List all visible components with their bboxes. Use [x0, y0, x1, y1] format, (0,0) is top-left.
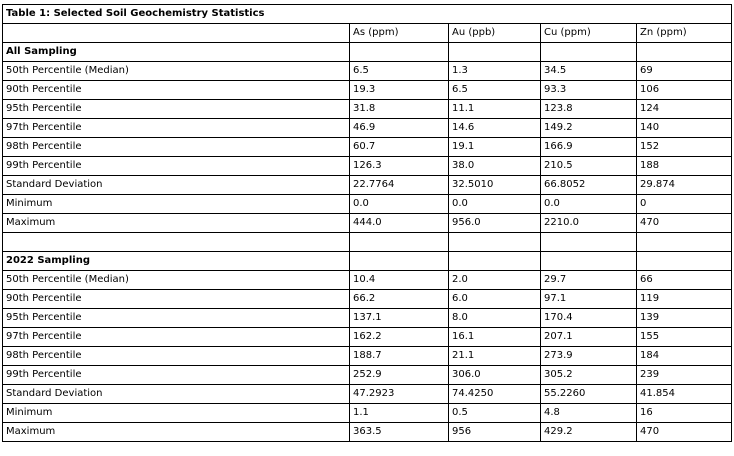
table-row [3, 271, 732, 290]
empty-cell [637, 233, 732, 252]
zn-value: 155 [637, 328, 732, 347]
table-row [3, 404, 732, 423]
cu-value: 149.2 [541, 119, 637, 138]
empty-cell [637, 252, 732, 271]
zn-value: 0 [637, 195, 732, 214]
as-value: 60.7 [350, 138, 449, 157]
as-value: 363.5 [350, 423, 449, 442]
as-value: 126.3 [350, 157, 449, 176]
au-value: 6.0 [449, 290, 541, 309]
au-value: 0.5 [449, 404, 541, 423]
zn-value: 184 [637, 347, 732, 366]
cu-value: 55.2260 [541, 385, 637, 404]
zn-value: 188 [637, 157, 732, 176]
table-row [3, 347, 732, 366]
empty-cell [449, 233, 541, 252]
zn-value: 41.854 [637, 385, 732, 404]
cu-value: 0.0 [541, 195, 637, 214]
soil-geochemistry-table [2, 4, 732, 442]
table-row [3, 195, 732, 214]
as-value: 188.7 [350, 347, 449, 366]
zn-value: 29.874 [637, 176, 732, 195]
section-heading-row [3, 43, 732, 62]
table-row [3, 309, 732, 328]
section-heading-row [3, 252, 732, 271]
column-header-as: As (ppm) [350, 24, 449, 43]
table-row [3, 100, 732, 119]
column-header-au: Au (ppb) [449, 24, 541, 43]
cu-value: 4.8 [541, 404, 637, 423]
cu-value: 210.5 [541, 157, 637, 176]
table-row [3, 176, 732, 195]
as-value: 31.8 [350, 100, 449, 119]
cu-value: 97.1 [541, 290, 637, 309]
au-value: 2.0 [449, 271, 541, 290]
row-label: 97th Percentile [3, 328, 350, 347]
column-header-row [3, 24, 732, 43]
as-value: 10.4 [350, 271, 449, 290]
as-value: 6.5 [350, 62, 449, 81]
table-row [3, 81, 732, 100]
cu-value: 429.2 [541, 423, 637, 442]
zn-value: 119 [637, 290, 732, 309]
au-value: 32.5010 [449, 176, 541, 195]
row-label: 50th Percentile (Median) [3, 62, 350, 81]
table-row [3, 214, 732, 233]
au-value: 21.1 [449, 347, 541, 366]
as-value: 137.1 [350, 309, 449, 328]
as-value: 46.9 [350, 119, 449, 138]
row-label: 98th Percentile [3, 138, 350, 157]
table-row [3, 328, 732, 347]
au-value: 1.3 [449, 62, 541, 81]
au-value: 8.0 [449, 309, 541, 328]
zn-value: 106 [637, 81, 732, 100]
row-label: 99th Percentile [3, 366, 350, 385]
zn-value: 66 [637, 271, 732, 290]
as-value: 252.9 [350, 366, 449, 385]
column-header-label [3, 24, 350, 43]
row-label: 99th Percentile [3, 157, 350, 176]
row-label: Maximum [3, 214, 350, 233]
cu-value: 166.9 [541, 138, 637, 157]
au-value: 956.0 [449, 214, 541, 233]
table-row [3, 119, 732, 138]
empty-cell [541, 252, 637, 271]
au-value: 14.6 [449, 119, 541, 138]
as-value: 1.1 [350, 404, 449, 423]
cu-value: 123.8 [541, 100, 637, 119]
column-header-zn: Zn (ppm) [637, 24, 732, 43]
au-value: 11.1 [449, 100, 541, 119]
row-label: Standard Deviation [3, 176, 350, 195]
zn-value: 239 [637, 366, 732, 385]
row-label: Standard Deviation [3, 385, 350, 404]
as-value: 0.0 [350, 195, 449, 214]
table-title: Table 1: Selected Soil Geochemistry Statistics [3, 5, 732, 24]
au-value: 74.4250 [449, 385, 541, 404]
zn-value: 139 [637, 309, 732, 328]
zn-value: 124 [637, 100, 732, 119]
cu-value: 93.3 [541, 81, 637, 100]
empty-cell [350, 233, 449, 252]
cu-value: 305.2 [541, 366, 637, 385]
empty-cell [541, 233, 637, 252]
au-value: 956 [449, 423, 541, 442]
cu-value: 66.8052 [541, 176, 637, 195]
column-header-cu: Cu (ppm) [541, 24, 637, 43]
empty-cell [541, 43, 637, 62]
table-title-row [3, 5, 732, 24]
empty-cell [350, 43, 449, 62]
section-heading: 2022 Sampling [3, 252, 350, 271]
cu-value: 207.1 [541, 328, 637, 347]
zn-value: 152 [637, 138, 732, 157]
row-label: 97th Percentile [3, 119, 350, 138]
row-label: 50th Percentile (Median) [3, 271, 350, 290]
cu-value: 170.4 [541, 309, 637, 328]
au-value: 306.0 [449, 366, 541, 385]
zn-value: 470 [637, 423, 732, 442]
row-label: 98th Percentile [3, 347, 350, 366]
table-row [3, 138, 732, 157]
as-value: 22.7764 [350, 176, 449, 195]
zn-value: 140 [637, 119, 732, 138]
row-label: 90th Percentile [3, 290, 350, 309]
au-value: 6.5 [449, 81, 541, 100]
table-row [3, 62, 732, 81]
au-value: 0.0 [449, 195, 541, 214]
table-row [3, 366, 732, 385]
cu-value: 273.9 [541, 347, 637, 366]
as-value: 47.2923 [350, 385, 449, 404]
as-value: 66.2 [350, 290, 449, 309]
table-row [3, 423, 732, 442]
row-label: 95th Percentile [3, 309, 350, 328]
row-label: Minimum [3, 195, 350, 214]
table-row [3, 385, 732, 404]
empty-cell [449, 43, 541, 62]
row-label: 90th Percentile [3, 81, 350, 100]
as-value: 444.0 [350, 214, 449, 233]
table-row [3, 290, 732, 309]
zn-value: 470 [637, 214, 732, 233]
empty-cell [449, 252, 541, 271]
as-value: 19.3 [350, 81, 449, 100]
row-label: 95th Percentile [3, 100, 350, 119]
au-value: 38.0 [449, 157, 541, 176]
section-heading: All Sampling [3, 43, 350, 62]
table-row [3, 157, 732, 176]
section-spacer-row [3, 233, 732, 252]
row-label: Maximum [3, 423, 350, 442]
empty-cell [3, 233, 350, 252]
zn-value: 69 [637, 62, 732, 81]
as-value: 162.2 [350, 328, 449, 347]
row-label: Minimum [3, 404, 350, 423]
zn-value: 16 [637, 404, 732, 423]
cu-value: 2210.0 [541, 214, 637, 233]
cu-value: 34.5 [541, 62, 637, 81]
cu-value: 29.7 [541, 271, 637, 290]
au-value: 16.1 [449, 328, 541, 347]
empty-cell [350, 252, 449, 271]
empty-cell [637, 43, 732, 62]
au-value: 19.1 [449, 138, 541, 157]
